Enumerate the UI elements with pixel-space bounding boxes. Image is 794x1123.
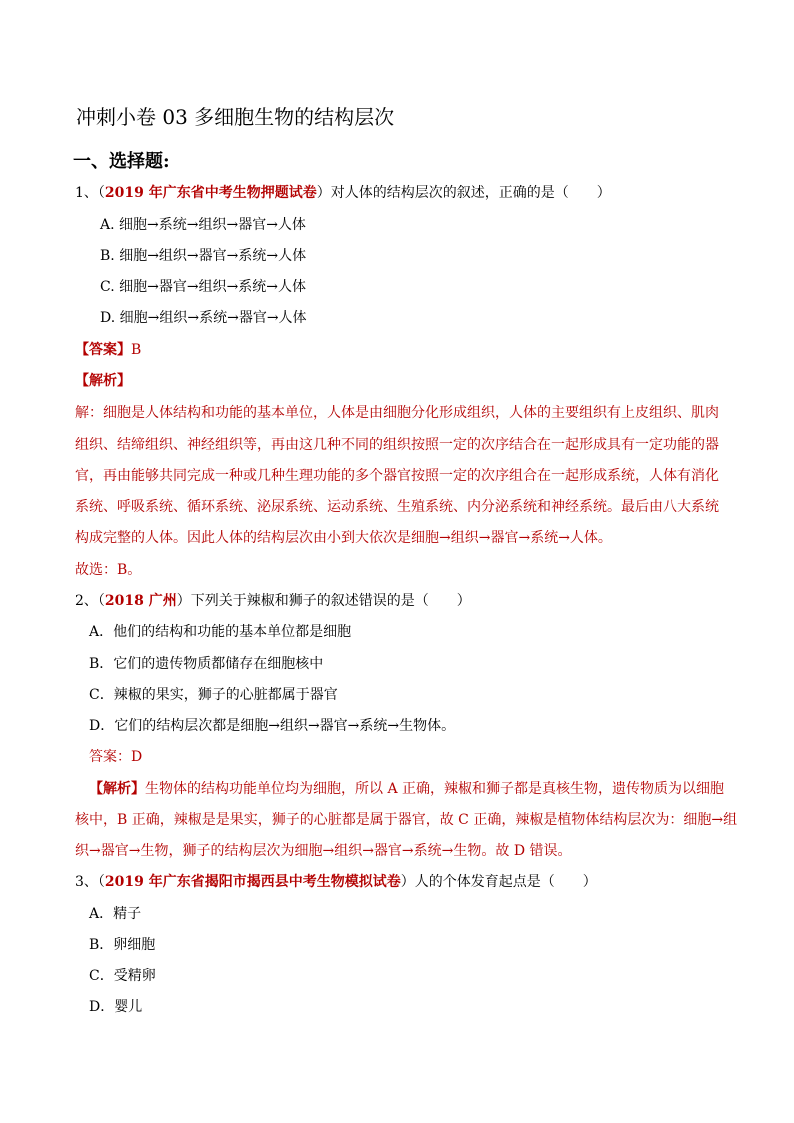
question-2-option-b: B．它们的遗传物质都储存在细胞核中: [89, 656, 324, 672]
page-title: 冲刺小卷 03 多细胞生物的结构层次: [76, 105, 395, 129]
answer-value: B: [131, 342, 142, 358]
question-1-option-a: A. 细胞→系统→组织→器官→人体: [100, 217, 306, 233]
question-1-source: 2019 年广东省中考生物押题试卷: [104, 185, 317, 201]
question-2-option-c: C．辣椒的果实，狮子的心脏都属于器官: [89, 687, 338, 703]
question-3-number: 3、（: [75, 874, 105, 890]
question-3-text: ）人的个体发育起点是（ ）: [400, 874, 597, 890]
question-2-analysis-line: 织→器官→生物，狮子的结构层次为细胞→组织→器官→系统→生物。故 D 错误。: [75, 843, 572, 859]
question-2-analysis-line: 核中，B 正确，辣椒是是果实，狮子的心脏都是属于器官，故 C 正确，辣椒是植物体结构层次为：细胞→组: [75, 812, 738, 828]
question-3-option-b: B．卵细胞: [89, 937, 156, 953]
analysis-label: 【解析】: [89, 781, 145, 797]
question-3-option-d: D．婴儿: [89, 999, 143, 1015]
question-1-analysis-line: 构成完整的人体。因此人体的结构层次由小到大依次是细胞→组织→器官→系统→人体。: [75, 530, 612, 546]
question-2-text: ）下列关于辣椒和狮子的叙述错误的是（ ）: [176, 593, 471, 609]
question-1-text: ）对人体的结构层次的叙述，正确的是（ ）: [316, 185, 611, 201]
question-3-stem: [75, 873, 597, 891]
question-1-option-d: D. 细胞→组织→系统→器官→人体: [100, 310, 307, 326]
answer-label: 【答案】: [75, 342, 131, 358]
question-2-option-d: D．它们的结构层次都是细胞→组织→器官→系统→生物体。: [89, 718, 456, 734]
question-2-number: 2、（: [75, 593, 105, 609]
question-1-option-b: B. 细胞→组织→器官→系统→人体: [100, 248, 307, 264]
question-3-option-c: C．受精卵: [89, 968, 156, 984]
question-1-analysis-line: 官，再由能够共同完成一种或几种生理功能的多个器官按照一定的次序组合在一起形成系统，人体有消化: [75, 468, 719, 484]
section-heading: 一、选择题:: [73, 151, 170, 172]
question-1-analysis-label: 【解析】: [75, 373, 131, 389]
question-1-analysis-line: 组织、结缔组织、神经组织等，再由这几种不同的组织按照一定的次序结合在一起形成具有一定功能的器: [75, 437, 719, 453]
question-2-option-a: A．他们的结构和功能的基本单位都是细胞: [89, 624, 352, 640]
question-2-source: 2018 广州: [104, 593, 177, 609]
question-1-analysis-line: 解：细胞是人体结构和功能的基本单位，人体是由细胞分化形成组织，人体的主要组织有上皮组织、肌肉: [75, 405, 719, 421]
analysis-text: 生物体的结构功能单位均为细胞，所以 A 正确，辣椒和狮子都是真核生物，遗传物质为以细胞: [145, 781, 725, 797]
question-3-option-a: A．精子: [89, 906, 142, 922]
question-2-analysis-first-line: [89, 780, 724, 798]
question-2-answer: 答案：D: [89, 749, 143, 765]
question-2-stem: [75, 592, 471, 610]
question-1-stem: [75, 184, 611, 202]
question-1-answer: [75, 341, 141, 359]
question-1-option-c: C. 细胞→器官→组织→系统→人体: [100, 279, 307, 295]
question-1-conclusion: 故选：B。: [75, 562, 142, 578]
question-3-source: 2019 年广东省揭阳市揭西县中考生物模拟试卷: [104, 874, 401, 890]
question-1-analysis-line: 系统、呼吸系统、循环系统、泌尿系统、运动系统、生殖系统、内分泌系统和神经系统。最后由八大系统: [75, 499, 719, 515]
question-1-number: 1、（: [75, 185, 105, 201]
